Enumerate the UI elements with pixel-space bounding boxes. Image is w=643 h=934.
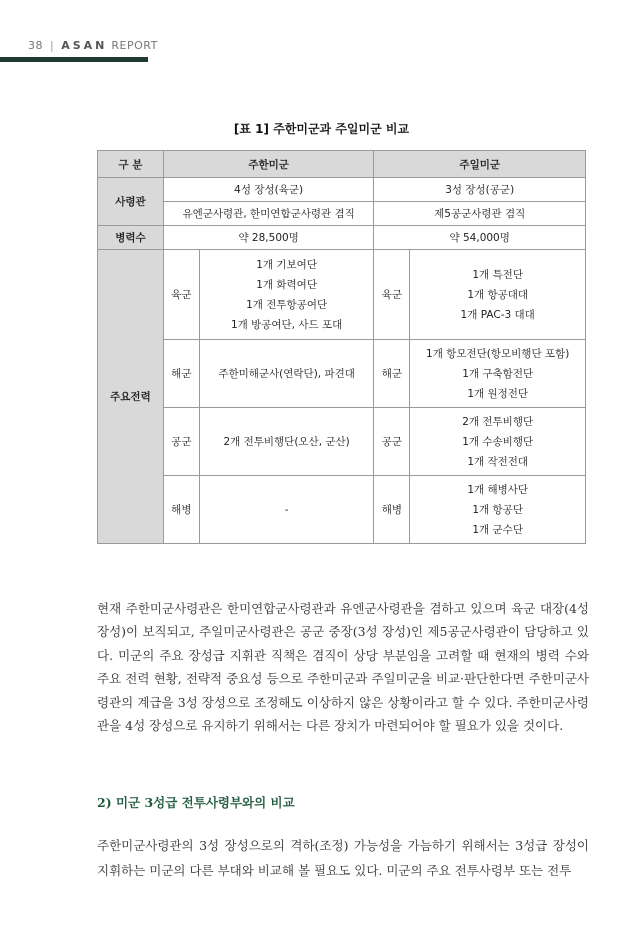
usfj-airforce-units <box>410 408 586 476</box>
list-item: 1개 수송비행단 <box>462 435 534 448</box>
usfk-commander-duty: 유엔군사령관, 한미연합군사령관 겸직 <box>163 202 374 226</box>
list-item: 1개 원정전단 <box>467 387 529 400</box>
brand-name: ASAN <box>61 39 108 52</box>
usfk-army-units <box>199 250 374 340</box>
usfk-army-label: 육군 <box>163 250 199 340</box>
table-row <box>98 250 586 340</box>
header-rule <box>0 57 148 62</box>
list-item: - <box>284 503 289 516</box>
list-item: 주한미해군사(연락단), 파견대 <box>218 367 355 380</box>
list-item: 1개 작전전대 <box>467 455 529 468</box>
section-heading: 2) 미군 3성급 전투사령부와의 비교 <box>97 795 295 810</box>
usfj-commander-rank: 3성 장성(공군) <box>374 178 586 202</box>
list-item: 1개 방공여단, 사드 포대 <box>230 318 343 331</box>
usfj-commander-duty: 제5공군사령관 겸직 <box>374 202 586 226</box>
usfk-navy-label: 해군 <box>163 340 199 408</box>
header-usfk: 주한미군 <box>163 151 374 178</box>
brand-suffix: REPORT <box>111 39 158 52</box>
list-item: 1개 PAC-3 대대 <box>460 308 535 321</box>
page-number: 38 <box>28 39 43 52</box>
usfj-airforce-label: 공군 <box>374 408 410 476</box>
list-item: 1개 항모전단(항모비행단 포함) <box>426 347 570 360</box>
usfj-navy-label: 해군 <box>374 340 410 408</box>
table-row <box>98 226 586 250</box>
usfj-army-units <box>410 250 586 340</box>
table-row <box>98 202 586 226</box>
table-row <box>98 476 586 544</box>
body-paragraph: 현재 주한미군사령관은 한미연합군사령관과 유엔군사령관을 겸하고 있으며 육군 대장(4성 장성)이 보직되고, 주일미군사령관은 공군 중장(3성 장성)인 제5공군사령관이 담당하고 있다. 미군의 주요 장성급 지휘관 직책은 겸직이 상당 부분임을 고려할 때 현재의 병력 수와 주요 전력 현황, 전략적 중요성 등으로 주한미군과 주일미군을 비교·판단한다면 주한미군사령관의 계급을 3성 장성으로 조정해도 이상하지 않은 상황이라고 할 수 있다. 주한미군사령관을 4성 장성으로 유지하기 위해서는 다른 장치가 마련되어야 할 필요가 있을 것이다. <box>97 601 589 734</box>
list-item: 1개 구축함전단 <box>462 367 534 380</box>
header-separator: | <box>50 39 55 52</box>
usfj-marines-label: 해병 <box>374 476 410 544</box>
table-row <box>98 408 586 476</box>
usfk-marines-label: 해병 <box>163 476 199 544</box>
list-item: 1개 항공대대 <box>467 288 529 301</box>
list-item: 1개 해병사단 <box>467 483 529 496</box>
list-item: 1개 특전단 <box>472 268 523 281</box>
usfk-airforce-units <box>199 408 374 476</box>
troops-label: 병력수 <box>98 226 164 250</box>
usfj-marines-units <box>410 476 586 544</box>
usfj-navy-units <box>410 340 586 408</box>
list-item: 2개 전투비행단 <box>462 415 534 428</box>
table-row <box>98 340 586 408</box>
usfk-marines-units <box>199 476 374 544</box>
page-header <box>28 39 158 52</box>
header-category: 구 분 <box>98 151 164 178</box>
usfk-navy-units <box>199 340 374 408</box>
commander-label: 사령관 <box>98 178 164 226</box>
table-title: [표 1] 주한미군과 주일미군 비교 <box>233 122 410 136</box>
usfj-troops: 약 54,000명 <box>374 226 586 250</box>
table-header-row <box>98 151 586 178</box>
usfk-commander-rank: 4성 장성(육군) <box>163 178 374 202</box>
usfk-troops: 약 28,500명 <box>163 226 374 250</box>
list-item: 1개 전투항공여단 <box>246 298 328 311</box>
list-item: 1개 기보여단 <box>256 258 317 271</box>
forces-label: 주요전력 <box>98 250 164 544</box>
list-item: 1개 군수단 <box>472 523 523 536</box>
list-item: 1개 항공단 <box>472 503 523 516</box>
usfk-airforce-label: 공군 <box>163 408 199 476</box>
usfj-army-label: 육군 <box>374 250 410 340</box>
table-row <box>98 178 586 202</box>
list-item: 2개 전투비행단(오산, 군산) <box>223 435 350 448</box>
body-paragraph: 주한미군사령관의 3성 장성으로의 격하(조정) 가능성을 가늠하기 위해서는 3성급 장성이 지휘하는 미군의 다른 부대와 비교해 볼 필요도 있다. 미군의 주요 전투사령부 또는 전투 <box>97 838 589 878</box>
comparison-table <box>97 150 586 544</box>
header-usfj: 주일미군 <box>374 151 586 178</box>
list-item: 1개 화력여단 <box>256 278 317 291</box>
